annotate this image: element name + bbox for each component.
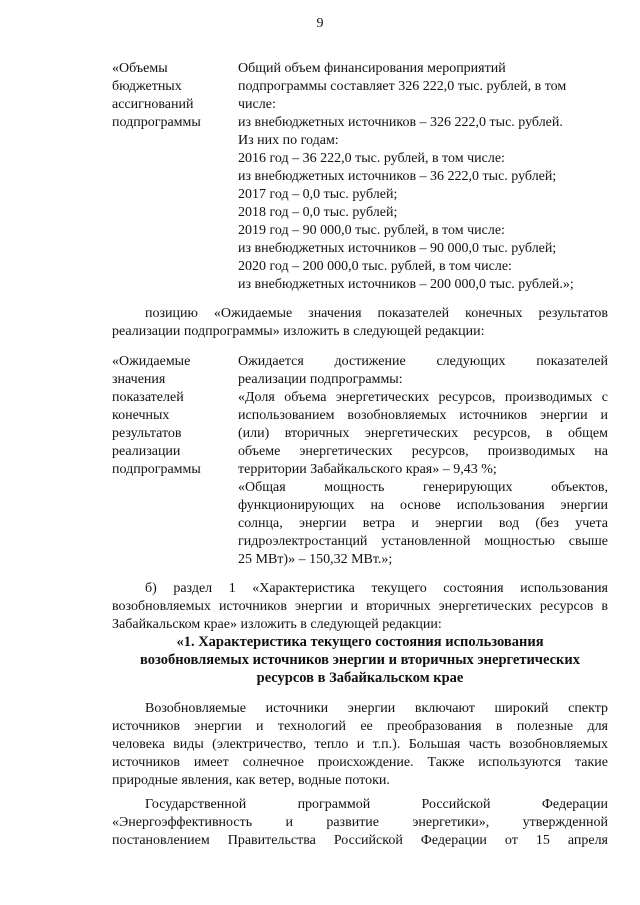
section-heading-line: ресурсов в Забайкальском крае	[256, 670, 464, 686]
block2-right-line: функционирующих на основе использования энергии	[238, 498, 608, 513]
block2-right-line: территории Забайкальского края» – 9,43 %;	[238, 462, 497, 477]
block1-left-line: «Объемы	[112, 61, 168, 76]
page-number: 9	[316, 16, 324, 31]
block1-right-line: из внебюджетных источников – 326 222,0 тыс. рублей.	[238, 115, 563, 130]
block1-right-line: 2018 год – 0,0 тыс. рублей;	[238, 205, 398, 220]
block2-right-line: 25 МВт)» – 150,32 МВт.»;	[238, 552, 393, 567]
paragraph-line: Забайкальском крае» изложить в следующей редакции:	[112, 617, 442, 632]
paragraph-line: позицию «Ожидаемые значения показателей конечных результатов	[145, 306, 608, 321]
paragraph-line: «Энергоэффективность и развитие энергетики», утвержденной	[112, 815, 608, 830]
block1-right-line: из внебюджетных источников – 200 000,0 тыс. рублей.»;	[238, 277, 574, 292]
block2-right-line: реализации подпрограммы:	[238, 372, 403, 387]
block2-left-line: конечных	[112, 408, 170, 423]
block2-left-line: «Ожидаемые	[112, 354, 191, 369]
paragraph-line: природные явления, как ветер, водные потоки.	[112, 773, 390, 788]
block1-left-line: бюджетных	[112, 79, 182, 94]
block1-right-line: числе:	[238, 97, 276, 112]
section-heading-line: возобновляемых источников энергии и вторичных энергетических	[139, 652, 580, 668]
block1-right-line: Общий объем финансирования мероприятий	[238, 61, 506, 76]
block2-left-line: значения	[112, 372, 166, 387]
block2-left-line: реализации	[112, 444, 181, 459]
paragraph-line: человека виды (электричество, тепло и т.п.). Большая часть возобновляемых	[112, 737, 608, 752]
paragraph-line: постановлением Правительства Российской Федерации от 15 апреля	[112, 833, 608, 848]
block1-right-line: Из них по годам:	[238, 133, 339, 148]
block2-right-line: объеме энергетических ресурсов, производимых на	[238, 444, 608, 459]
block1-left-line: подпрограммы	[112, 115, 201, 130]
block2-right-line: (или) вторичных энергетических ресурсов, в общем	[238, 426, 608, 441]
block2-right-line: использованием возобновляемых источников энергии и	[238, 408, 608, 423]
block2-right-line: «Доля объема энергетических ресурсов, производимых с	[238, 390, 608, 405]
block2-right-line: солнца, энергии ветра и энергии вод (без учета	[238, 516, 608, 531]
paragraph-line: Государственной программой Российской Федерации	[145, 797, 608, 812]
paragraph-line: Возобновляемые источники энергии включают широкий спектр	[145, 701, 608, 716]
paragraph-line: б) раздел 1 «Характеристика текущего состояния использования	[145, 581, 608, 596]
section-heading-line: «1. Характеристика текущего состояния использования	[176, 634, 544, 650]
block2-left-line: подпрограммы	[112, 462, 201, 477]
block2-left-line: результатов	[112, 426, 182, 441]
block1-right-line: из внебюджетных источников – 90 000,0 тыс. рублей;	[238, 241, 557, 256]
block1-right-line: 2019 год – 90 000,0 тыс. рублей, в том числе:	[238, 223, 505, 238]
paragraph-line: источников имеет солнечное происхождение. Также используются такие	[112, 755, 608, 770]
block1-right-line: 2020 год – 200 000,0 тыс. рублей, в том числе:	[238, 259, 512, 274]
block2-right-line: Ожидается достижение следующих показателей	[238, 354, 608, 369]
paragraph-line: источников энергии и технологий ее преобразования в полезные для	[112, 719, 608, 734]
block1-right-line: из внебюджетных источников – 36 222,0 тыс. рублей;	[238, 169, 557, 184]
block2-left-line: показателей	[112, 390, 184, 405]
block2-right-line: «Общая мощность генерирующих объектов,	[238, 480, 608, 495]
paragraph-line: возобновляемых источников энергии и вторичных энергетических ресурсов в	[112, 599, 608, 614]
block1-right-line: 2016 год – 36 222,0 тыс. рублей, в том числе:	[238, 151, 505, 166]
block1-right-line: 2017 год – 0,0 тыс. рублей;	[238, 187, 398, 202]
paragraph-line: реализации подпрограммы» изложить в следующей редакции:	[112, 324, 485, 339]
block1-right-line: подпрограммы составляет 326 222,0 тыс. рублей, в том	[238, 79, 567, 94]
block1-left-line: ассигнований	[112, 97, 194, 112]
block2-right-line: гидроэлектростанций установленной мощностью свыше	[238, 534, 608, 549]
